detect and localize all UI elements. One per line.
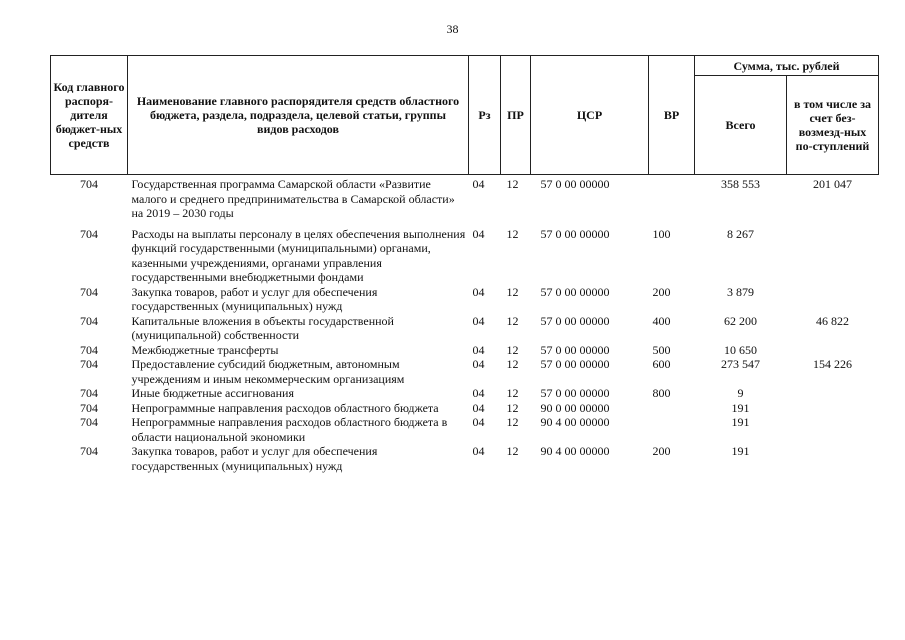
cell-csr: 57 0 00 00000: [540, 226, 610, 241]
table-row: [51, 343, 879, 358]
cell-free: [787, 401, 879, 416]
page-number: 38: [446, 22, 459, 36]
cell-name: Капитальные вложения в объекты государственной (муниципальной) собственности: [131, 313, 394, 342]
cell-csr: 57 0 00 00000: [540, 177, 610, 191]
cell-code: 704: [80, 177, 98, 191]
table-row: [51, 444, 879, 473]
cell-name: Межбюджетные трансферты: [131, 342, 279, 357]
table-row: [51, 285, 879, 314]
cell-vr: 500: [652, 342, 671, 357]
cell-vr: [649, 415, 695, 444]
cell-free: 46 822: [816, 313, 849, 328]
header-sum: Сумма, тыс. рублей: [695, 56, 879, 76]
cell-rz: 04: [472, 313, 485, 328]
cell-rz: 04: [472, 444, 485, 458]
cell-free: [787, 285, 879, 314]
cell-code: 704: [80, 357, 98, 371]
header-csr: ЦСР: [531, 56, 649, 175]
table-row: [51, 386, 879, 401]
cell-name: Закупка товаров, работ и услуг для обеспечения государственных (муниципальных) нужд: [131, 284, 378, 313]
cell-pr: 12: [506, 177, 519, 191]
header-name: Наименование главного распорядителя средств областного бюджета, раздела, подраздела, целевой статьи, группы видов расходов: [128, 56, 469, 175]
cell-vr: [649, 401, 695, 416]
cell-code: 704: [80, 415, 98, 429]
cell-total: 3 879: [727, 284, 754, 299]
header-rz: Рз: [469, 56, 501, 175]
budget-table: [50, 55, 879, 473]
table-row: [51, 175, 879, 221]
cell-code: 704: [80, 400, 98, 415]
cell-name: Предоставление субсидий бюджетным, автономным учреждениям и иным некоммерческим организациям: [131, 357, 405, 386]
cell-name: Закупка товаров, работ и услуг для обеспечения государственных (муниципальных) нужд: [131, 444, 378, 473]
cell-free: [787, 444, 879, 473]
cell-name: Непрограммные направления расходов областного бюджета в области национальной экономики: [131, 415, 448, 444]
cell-pr: 12: [506, 400, 519, 415]
cell-vr: 600: [652, 357, 671, 371]
cell-total: 8 267: [727, 226, 754, 241]
cell-vr: 100: [652, 226, 671, 241]
cell-total: 191: [731, 415, 750, 429]
cell-code: 704: [80, 386, 98, 400]
cell-csr: 57 0 00 00000: [540, 284, 610, 299]
cell-name: Расходы на выплаты персоналу в целях обеспечения выполнения функций государственными (муниципальными) органами, казенными учреждениями, органами управления государственными внебюджетными фондами: [131, 226, 466, 284]
cell-free: [787, 415, 879, 444]
cell-code: 704: [80, 444, 98, 458]
cell-rz: 04: [472, 400, 485, 415]
cell-name: Государственная программа Самарской области «Развитие малого и среднего предпринимательства в Самарской области» на 2019 – 2030 годы: [131, 177, 455, 220]
cell-vr: 800: [652, 386, 671, 400]
cell-free: [787, 386, 879, 401]
cell-free: [787, 221, 879, 285]
cell-rz: 04: [472, 415, 485, 429]
header-vr: ВР: [649, 56, 695, 175]
cell-name: Непрограммные направления расходов областного бюджета: [131, 400, 439, 415]
cell-pr: 12: [506, 357, 519, 371]
cell-pr: 12: [506, 284, 519, 299]
cell-free: [787, 343, 879, 358]
cell-rz: 04: [472, 342, 485, 357]
cell-rz: 04: [472, 386, 485, 400]
cell-total: 62 200: [724, 313, 757, 328]
table-row: [51, 357, 879, 386]
cell-code: 704: [80, 226, 98, 241]
cell-csr: 57 0 00 00000: [540, 357, 610, 371]
cell-rz: 04: [472, 357, 485, 371]
cell-code: 704: [80, 284, 98, 299]
cell-free: 201 047: [813, 177, 852, 191]
table-row: [51, 415, 879, 444]
table-row: [51, 221, 879, 285]
cell-vr: 200: [652, 284, 671, 299]
cell-total: 191: [731, 400, 750, 415]
cell-vr: [649, 175, 695, 221]
cell-free: 154 226: [813, 357, 852, 371]
header-code: Код главного распоря-дителя бюджет-ных средств: [51, 56, 128, 175]
cell-rz: 04: [472, 177, 485, 191]
cell-csr: 57 0 00 00000: [540, 386, 610, 400]
cell-code: 704: [80, 313, 98, 328]
header-pr: ПР: [501, 56, 531, 175]
cell-csr: 90 4 00 00000: [540, 415, 610, 429]
cell-pr: 12: [506, 444, 519, 458]
cell-name: Иные бюджетные ассигнования: [131, 386, 294, 400]
cell-pr: 12: [506, 313, 519, 328]
header-total: Всего: [695, 76, 787, 175]
cell-code: 704: [80, 342, 98, 357]
cell-total: 273 547: [721, 357, 760, 371]
table-row: [51, 401, 879, 416]
table-row: [51, 314, 879, 343]
cell-total: 10 650: [724, 342, 757, 357]
cell-rz: 04: [472, 284, 485, 299]
cell-rz: 04: [472, 226, 485, 241]
cell-csr: 57 0 00 00000: [540, 313, 610, 328]
cell-total: 358 553: [721, 177, 760, 191]
cell-vr: 200: [652, 444, 671, 458]
cell-total: 191: [731, 444, 750, 458]
cell-csr: 90 0 00 00000: [540, 400, 610, 415]
cell-pr: 12: [506, 386, 519, 400]
header-free: в том числе за счет без-возмезд-ных по-ступлений: [787, 76, 879, 175]
cell-pr: 12: [506, 226, 519, 241]
table-body: [51, 175, 879, 474]
cell-csr: 57 0 00 00000: [540, 342, 610, 357]
cell-csr: 90 4 00 00000: [540, 444, 610, 458]
table-header: [51, 56, 879, 175]
cell-pr: 12: [506, 415, 519, 429]
cell-total: 9: [737, 386, 744, 400]
cell-pr: 12: [506, 342, 519, 357]
cell-vr: 400: [652, 313, 671, 328]
